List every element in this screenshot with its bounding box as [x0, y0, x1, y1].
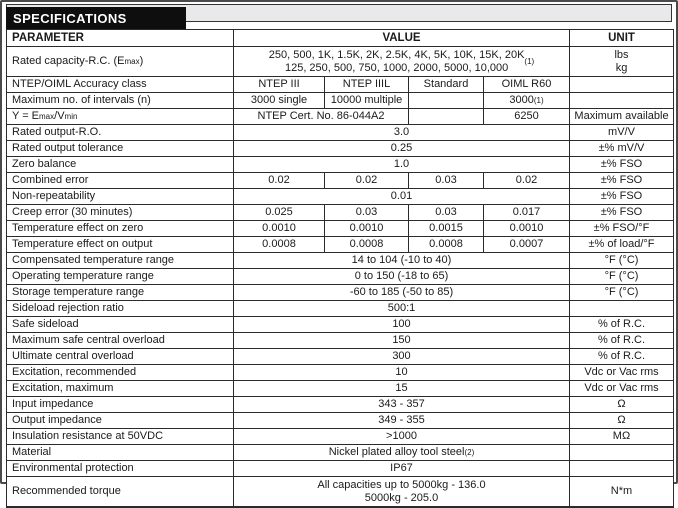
unit-cell: [569, 445, 673, 460]
parameter-cell: Sideload rejection ratio: [12, 302, 124, 314]
parameter-cell: Temperature effect on output: [12, 238, 153, 250]
table-row: [7, 77, 673, 93]
table-row: [7, 333, 673, 349]
unit-cell: Vdc or Vac rms: [569, 365, 673, 380]
unit-cell: ±% mV/V: [569, 141, 673, 156]
parameter-cell: Recommended torque: [12, 485, 121, 497]
value-cell: 0.02: [233, 173, 324, 188]
table-row: [7, 237, 673, 253]
value-cell: 0.03: [408, 173, 483, 188]
table-row: [7, 125, 673, 141]
parameter-cell: Ultimate central overload: [12, 350, 134, 362]
unit-cell: [569, 301, 673, 316]
unit-cell: % of R.C.: [569, 349, 673, 364]
table-header-row: [7, 30, 673, 47]
value-cell: 0.0010: [483, 221, 569, 236]
unit-cell: lbs kg: [569, 47, 673, 76]
value-cell: -60 to 185 (-50 to 85): [233, 285, 569, 300]
value-cell: >1000: [233, 429, 569, 444]
parameter-cell: Input impedance: [12, 398, 94, 410]
table-row: [7, 141, 673, 157]
unit-cell: ±% of load/°F: [569, 237, 673, 252]
parameter-cell: Temperature effect on zero: [12, 222, 144, 234]
value-cell: 0.025: [233, 205, 324, 220]
value-cell: 10: [233, 365, 569, 380]
value-cell: 0.02: [483, 173, 569, 188]
value-cell: 0.02: [324, 173, 408, 188]
value-cell: 150: [233, 333, 569, 348]
value-cell: 0.03: [324, 205, 408, 220]
table-row: [7, 205, 673, 221]
value-cell: 500:1: [233, 301, 569, 316]
value-cell: 0.0008: [408, 237, 483, 252]
table-row: [7, 157, 673, 173]
unit-cell: % of R.C.: [569, 317, 673, 332]
parameter-cell: Storage temperature range: [12, 286, 145, 298]
unit-cell: Maximum available: [569, 109, 673, 124]
value-cell: 0.017: [483, 205, 569, 220]
parameter-cell: Material: [12, 446, 52, 458]
unit-cell: °F (°C): [569, 253, 673, 268]
parameter-cell: Rated capacity-R.C. (E max ): [12, 55, 144, 67]
value-cell: 0.0008: [324, 237, 408, 252]
unit-cell: °F (°C): [569, 285, 673, 300]
unit-cell: N*m: [569, 477, 673, 506]
table-row: [7, 413, 673, 429]
value-cell: Standard: [408, 77, 483, 92]
col-header-parameter: PARAMETER: [12, 31, 84, 44]
value-cell: 3.0: [233, 125, 569, 140]
value-cell: NTEP III: [233, 77, 324, 92]
unit-cell: °F (°C): [569, 269, 673, 284]
unit-cell: Ω: [569, 413, 673, 428]
value-cell: 0.0010: [233, 221, 324, 236]
unit-cell: [569, 461, 673, 476]
value-cell: 250, 500, 1K, 1.5K, 2K, 2.5K, 4K, 5K, 10K, 15K, 20K 125, 250, 500, 750, 1000, 2000, 5000, 10,000 (1): [233, 47, 569, 76]
value-cell: [408, 109, 483, 124]
value-cell: [408, 93, 483, 108]
table-row: [7, 477, 673, 506]
table-row: [7, 253, 673, 269]
table-row: [7, 461, 673, 477]
table-row: [7, 189, 673, 205]
table-row: [7, 301, 673, 317]
value-cell: 349 - 355: [233, 413, 569, 428]
unit-cell: mV/V: [569, 125, 673, 140]
unit-cell: MΩ: [569, 429, 673, 444]
specifications-tab: [6, 7, 186, 29]
value-cell: Nickel plated alloy tool steel (2): [233, 445, 569, 460]
value-cell: 0.01: [233, 189, 569, 204]
parameter-cell: Output impedance: [12, 414, 102, 426]
col-header-value: VALUE: [233, 30, 569, 46]
value-cell: 343 - 357: [233, 397, 569, 412]
unit-cell: ±% FSO: [569, 205, 673, 220]
table-row: [7, 47, 673, 77]
table-row: [7, 93, 673, 109]
value-cell: 6250: [483, 109, 569, 124]
parameter-cell: Excitation, maximum: [12, 382, 114, 394]
value-cell: NTEP IIIL: [324, 77, 408, 92]
value-cell: 100: [233, 317, 569, 332]
value-cell: 0.25: [233, 141, 569, 156]
unit-cell: ±% FSO: [569, 157, 673, 172]
parameter-cell: Insulation resistance at 50VDC: [12, 430, 164, 442]
value-cell: All capacities up to 5000kg - 136.0 5000kg - 205.0: [233, 477, 569, 506]
value-cell: 15: [233, 381, 569, 396]
col-header-unit: UNIT: [569, 30, 673, 46]
value-cell: 3000 single: [233, 93, 324, 108]
table-row: [7, 285, 673, 301]
unit-cell: [569, 93, 673, 108]
value-cell: 3000 (1): [483, 93, 569, 108]
table-row: [7, 173, 673, 189]
value-cell: 10000 multiple: [324, 93, 408, 108]
value-cell: OIML R60: [483, 77, 569, 92]
value-cell: 0.03: [408, 205, 483, 220]
table-row: [7, 349, 673, 365]
unit-cell: Ω: [569, 397, 673, 412]
table-body: [7, 47, 673, 506]
specifications-table: [6, 29, 674, 508]
value-cell: 14 to 104 (-10 to 40): [233, 253, 569, 268]
parameter-cell: Zero balance: [12, 158, 77, 170]
parameter-cell: Excitation, recommended: [12, 366, 137, 378]
table-row: [7, 381, 673, 397]
table-row: [7, 109, 673, 125]
parameter-cell: Safe sideload: [12, 318, 79, 330]
unit-cell: Vdc or Vac rms: [569, 381, 673, 396]
table-row: [7, 445, 673, 461]
table-row: [7, 397, 673, 413]
table-row: [7, 429, 673, 445]
table-row: [7, 221, 673, 237]
value-cell: IP67: [233, 461, 569, 476]
unit-cell: [569, 77, 673, 92]
unit-cell: ±% FSO/°F: [569, 221, 673, 236]
parameter-cell: Creep error (30 minutes): [12, 206, 133, 218]
parameter-cell: Compensated temperature range: [12, 254, 175, 266]
unit-cell: ±% FSO: [569, 173, 673, 188]
parameter-cell: Maximum no. of intervals (n): [12, 94, 151, 106]
parameter-cell: Combined error: [12, 174, 89, 186]
parameter-cell: Y = E max /V min: [12, 110, 78, 122]
value-cell: 0.0008: [233, 237, 324, 252]
value-cell: 0 to 150 (-18 to 65): [233, 269, 569, 284]
parameter-cell: Maximum safe central overload: [12, 334, 165, 346]
table-row: [7, 365, 673, 381]
parameter-cell: Operating temperature range: [12, 270, 154, 282]
page-title: SPECIFICATIONS: [13, 10, 127, 26]
value-cell: 1.0: [233, 157, 569, 172]
value-cell: 300: [233, 349, 569, 364]
unit-cell: ±% FSO: [569, 189, 673, 204]
parameter-cell: Rated output-R.O.: [12, 126, 102, 138]
parameter-cell: Environmental protection: [12, 462, 134, 474]
parameter-cell: Non-repeatability: [12, 190, 96, 202]
value-cell: NTEP Cert. No. 86-044A2: [233, 109, 408, 124]
value-cell: 0.0015: [408, 221, 483, 236]
unit-cell: % of R.C.: [569, 333, 673, 348]
parameter-cell: NTEP/OIML Accuracy class: [12, 78, 147, 90]
table-row: [7, 317, 673, 333]
value-cell: 0.0007: [483, 237, 569, 252]
table-row: [7, 269, 673, 285]
value-cell: 0.0010: [324, 221, 408, 236]
parameter-cell: Rated output tolerance: [12, 142, 124, 154]
